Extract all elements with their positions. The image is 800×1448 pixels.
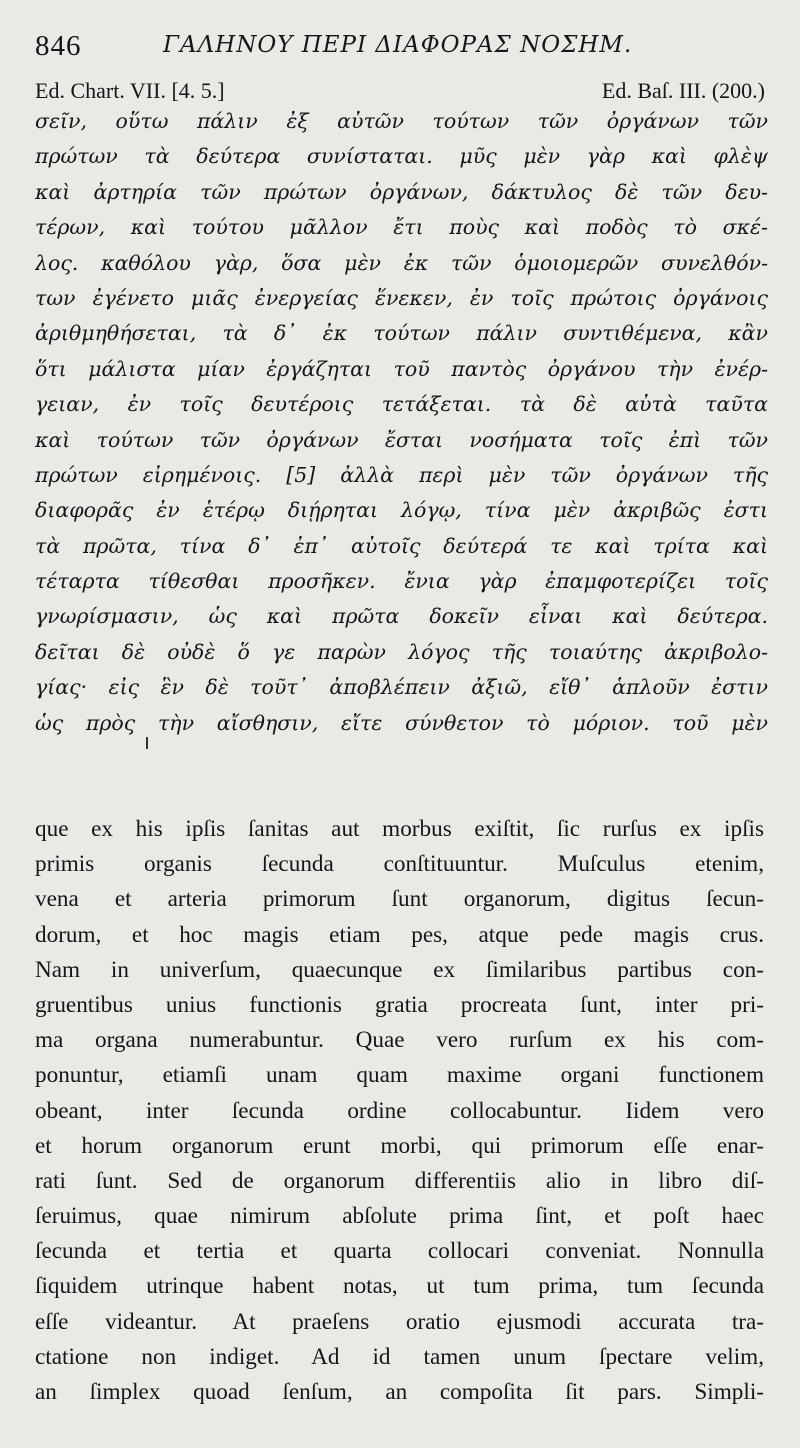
latin-line: ma organa numerabuntur. Quae vero rurſum ex his com-: [35, 1027, 764, 1054]
greek-line: διαφορᾶς ἐν ἑτέρῳ διῄρηται λόγῳ, τίνα μὲν ἀκριβῶς ἐστι: [35, 498, 768, 523]
edition-basel-ref: Ed. Baſ. III. (200.): [601, 78, 765, 103]
greek-line: ὡς πρὸς τὴν αἴσθησιν, εἴτε σύνθετον τὸ μόριον. τοῦ μὲν: [35, 710, 768, 735]
running-title: ΓΑΛΗΝΟΥ ΠΕΡΙ ΔΙΑΦΟΡΑΣ ΝΟΣΗΜ.: [163, 32, 633, 58]
greek-line: πρώτων τὰ δεύτερα συνίσταται. μῦς μὲν γὰρ καὶ φλὲψ: [35, 144, 768, 169]
latin-line: ſecunda et tertia et quarta collocari conveniat. Nonnulla: [35, 1238, 764, 1265]
latin-line: primis organis ſecunda conſtituuntur. Muſculus etenim,: [35, 851, 764, 878]
greek-line: καὶ ἀρτηρία τῶν πρώτων ὀργάνων, δάκτυλος δὲ τῶν δευ-: [35, 179, 768, 204]
greek-line: ἀριθμηθήσεται, τὰ δ᾽ ἐκ τούτων πάλιν συντιθέμενα, κἂν: [35, 321, 768, 346]
greek-line: καὶ τούτων τῶν ὀργάνων ἔσται νοσήματα τοῖς ἐπὶ τῶν: [35, 427, 768, 452]
page-header: [35, 30, 765, 70]
latin-line: dorum, et hoc magis etiam pes, atque pede magis crus.: [35, 921, 764, 948]
latin-line: ctatione non indiget. Ad id tamen unum ſpectare velim,: [35, 1343, 764, 1370]
latin-line: an ſimplex quoad ſenſum, an compoſita ſit pars. Simpli-: [35, 1379, 764, 1405]
greek-line: πρώτων εἰρημένοις. [5] ἀλλὰ περὶ μὲν τῶν ὀργάνων τῆς: [35, 462, 768, 487]
latin-line: vena et arteria primorum ſunt organorum, digitus ſecun-: [35, 886, 764, 913]
latin-line: eſſe videantur. At praeſens oratio ejusmodi accurata tra-: [35, 1308, 764, 1335]
greek-text-block: [35, 104, 768, 741]
greek-line: λος. καθόλου γὰρ, ὅσα μὲν ἐκ τῶν ὁμοιομερῶν συνελθόν-: [35, 250, 768, 275]
latin-text-block: [35, 812, 764, 1410]
greek-line: δεῖται δὲ οὐδὲ ὅ γε παρὼν λόγος τῆς τοιαύτης ἀκριβολο-: [35, 639, 768, 664]
greek-line: ὅτι μάλιστα μίαν ἐργάζηται τοῦ παντὸς ὀργάνου τὴν ἐνέρ-: [35, 356, 768, 381]
greek-line: γειαν, ἐν τοῖς δευτέροις τετάξεται. τὰ δὲ αὐτὰ ταῦτα: [35, 392, 768, 417]
latin-line: rati ſunt. Sed de organorum differentiis alio in libro diſ-: [35, 1167, 764, 1194]
page-number: 846: [35, 30, 82, 62]
greek-line: τὰ πρῶτα, τίνα δ᾽ ἐπ᾽ αὐτοῖς δεύτερά τε καὶ τρίτα καὶ: [35, 533, 768, 558]
edition-reference-line: [35, 78, 765, 106]
greek-line: τέταρτα τίθεσθαι προσῆκεν. ἔνια γὰρ ἐπαμφοτερίζει τοῖς: [35, 569, 768, 594]
latin-line: et horum organorum erunt morbi, qui primorum eſſe enar-: [35, 1132, 764, 1159]
latin-line: ponuntur, etiamſi unam quam maxime organi functionem: [35, 1062, 764, 1089]
greek-line: σεῖν, οὕτω πάλιν ἐξ αὐτῶν τούτων τῶν ὀργάνων τῶν: [35, 109, 768, 133]
latin-line: ſiquidem utrinque habent notas, ut tum prima, tum ſecunda: [35, 1273, 764, 1300]
greek-line: των ἐγένετο μιᾶς ἐνεργείας ἕνεκεν, ἐν τοῖς πρώτοις ὀργάνοις: [35, 285, 768, 310]
greek-line: γίας· εἰς ἓν δὲ τοῦτ᾽ ἀποβλέπειν ἀξιῶ, εἴθ᾽ ἁπλοῦν ἐστιν: [35, 675, 768, 700]
latin-line: ſeruimus, quae nimirum abſolute prima ſint, et poſt haec: [35, 1203, 764, 1230]
latin-line: Nam in univerſum, quaecunque ex ſimilaribus partibus con-: [35, 956, 764, 983]
latin-line: que ex his ipſis ſanitas aut morbus exiſtit, ſic rurſus ex ipſis: [35, 816, 764, 842]
edition-chartier-ref: Ed. Chart. VII. [4. 5.]: [35, 78, 225, 103]
print-speck: [146, 737, 148, 749]
greek-line: τέρων, καὶ τούτου μᾶλλον ἔτι ποὺς καὶ ποδὸς τὸ σκέ-: [35, 215, 768, 240]
greek-line: γνωρίσμασιν, ὡς καὶ πρῶτα δοκεῖν εἶναι καὶ δεύτερα.: [35, 604, 768, 629]
latin-line: obeant, inter ſecunda ordine collocabuntur. Iidem vero: [35, 1097, 764, 1124]
latin-line: gruentibus unius functionis gratia procreata ſunt, inter pri-: [35, 991, 764, 1018]
